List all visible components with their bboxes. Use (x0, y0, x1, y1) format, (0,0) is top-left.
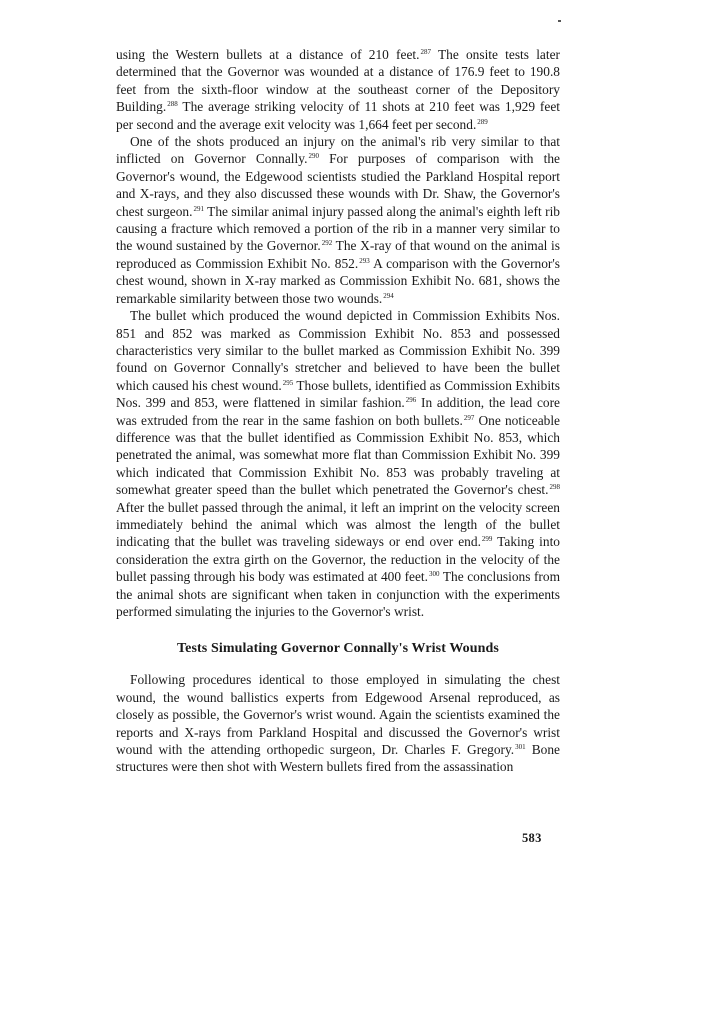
paragraph-text: One noticeable difference was that the bullet identified as Commission Exhibit No. 853, which penetrated the animal, was somewhat more flat than Commission Exhibit No. 399 which indicated that Commission Exhibit No. 853 was probably traveling at somewhat greater speed than the bullet which penetrated the Governor's chest. (116, 412, 561, 498)
paragraph-text: using the Western bullets at a distance of 210 feet. (116, 47, 420, 62)
page-number: 583 (522, 831, 542, 845)
paragraph-text: A comparison with the Governor's chest wound, shown in X-ray marked as Commission Exhibit No. 681, shows the remarkable similarity between those two wounds. (116, 255, 560, 306)
footnote-marker: 290 (308, 152, 319, 161)
paragraph-text: Bone structures were then shot with Western bullets fired from the assassination (116, 742, 560, 775)
paragraph-text: The similar animal injury passed along the animal's eighth left rib causing a fracture which removed a portion of the rib in a manner very similar to the wound sustained by the Governor. (116, 203, 560, 254)
footnote-marker: 287 (420, 48, 431, 56)
paragraph-text: Following procedures identical to those employed in simulating the chest wound, the wound ballistics experts from Edgewood Arsenal reproduced, as closely as possible, the Governor's wrist wound. Again the scientists examined the reports and X-rays from Parkland Hospital and discussed the Governor's wrist wound with the attending orthopedic surgeon, Dr. Charles F. Gregory. (116, 672, 560, 758)
footnote-marker: 292 (321, 239, 333, 248)
footnote-marker: 301 (515, 743, 526, 752)
footnote-marker: 293 (359, 256, 370, 265)
paragraph-text: The X-ray of that wound on the animal is reproduced as Commission Exhibit No. 852. (116, 238, 560, 271)
footnote-marker: 296 (405, 396, 417, 405)
paragraph-text: The onsite tests later determined that the Governor was wounded at a distance of 176.9 feet to 190.8 feet from the sixth-floor window at the southeast corner of the Depository Building. (116, 47, 560, 115)
section-heading: Tests Simulating Governor Connally's Wrist Wounds (177, 641, 499, 657)
paragraph-4 (116, 671, 560, 775)
page-body (116, 46, 560, 776)
footnote-marker: 298 (549, 483, 560, 492)
paragraph-text: After the bullet passed through the animal, it left an imprint on the velocity screen immediately behind the animal which was almost the length of the bullet indicating that the bullet was traveling sideways or end over end. (116, 499, 560, 550)
paragraph-text: Taking into consideration the extra girth on the Governor, the reduction in the velocity of the bullet passing through his body was estimated at 400 feet. (116, 534, 560, 585)
scan-mark (558, 20, 561, 22)
paragraph-text: One of the shots produced an injury on the animal's rib very similar to that inflicted on Governor Connally. (116, 134, 560, 167)
footnote-marker: 300 (429, 570, 440, 579)
paragraph-text: The bullet which produced the wound depicted in Commission Exhibits Nos. 851 and 852 was marked as Commission Exhibit No. 853 and possessed characteristics very similar to the bullet marked as Commission Exhibit No. 399 found on Governor Connally's stretcher and believed to have been the bullet which caused his chest wound. (116, 308, 560, 393)
footnote-marker: 291 (193, 204, 204, 213)
footnote-marker: 294 (383, 291, 394, 300)
footnote-marker: 289 (477, 117, 488, 126)
paragraph-text: Those bullets, identified as Commission Exhibits Nos. 399 and 853, were flattened in similar fashion. (116, 377, 560, 411)
footnote-marker: 297 (463, 413, 475, 422)
paragraph-text: The conclusions from the animal shots are significant when taken in conjunction with the experiments performed simulating the injuries to the Governor's wrist. (116, 569, 561, 619)
footnote-marker: 299 (481, 535, 493, 544)
paragraph-3 (116, 307, 560, 620)
paragraph-2 (116, 133, 560, 307)
paragraph-1 (116, 46, 560, 133)
paragraph-text: In addition, the lead core was extruded from the rear in the same fashion on both bullets. (116, 395, 560, 428)
paragraph-text: For purposes of comparison with the Governor's wound, the Edgewood scientists studied the Parkland Hospital report and X-rays, and they also discussed these wounds with Dr. Shaw, the Governor's chest surgeon. (116, 151, 560, 219)
paragraph-text: The average striking velocity of 11 shots at 210 feet was 1,929 feet per second and the average exit velocity was 1,664 feet per second. (116, 99, 560, 132)
footnote-marker: 295 (282, 378, 294, 387)
footnote-marker: 288 (167, 100, 178, 109)
